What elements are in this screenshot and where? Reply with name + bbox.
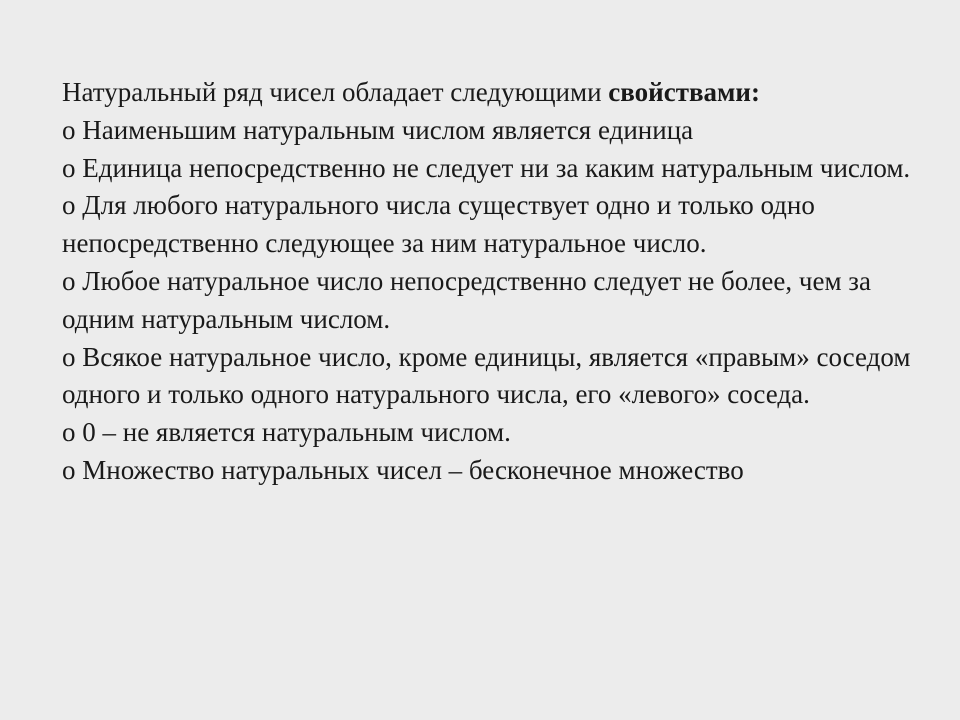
property-item-2 [62, 150, 922, 188]
intro-text: Натуральный ряд чисел обладает следующими [62, 77, 609, 107]
property-item-5 [62, 339, 922, 415]
property-text-2: Единица непосредственно не следует ни за каким натуральным числом. [82, 152, 911, 183]
property-text-6: 0 – не является натуральным числом. [82, 417, 511, 448]
intro-emphasis: свойствами: [608, 77, 760, 107]
property-item-1 [62, 112, 922, 150]
bullet-marker: o [62, 417, 76, 448]
property-text-4: Любое натуральное число непосредственно следует не более, чем за одним натуральным числом. [62, 265, 871, 334]
bullet-marker: o [62, 265, 76, 296]
bullet-marker: o [62, 341, 76, 372]
property-text-5: Всякое натуральное число, кроме единицы, является «правым» соседом одного и только одного натурального числа, его «левого» соседа. [62, 341, 911, 410]
slide-content [62, 74, 922, 490]
bullet-marker: o [62, 114, 76, 145]
property-item-3 [62, 187, 922, 263]
property-item-6 [62, 414, 922, 452]
bullet-marker: o [62, 190, 76, 221]
property-item-4 [62, 263, 922, 339]
property-text-1: Наименьшим натуральным числом является единица [82, 114, 694, 145]
property-text-3: Для любого натурального числа существует одно и только одно непосредственно следующее за ним натуральное число. [62, 190, 815, 259]
property-text-7: Множество натуральных чисел – бесконечное множество [82, 454, 744, 485]
bullet-marker: o [62, 152, 76, 183]
intro-line [62, 74, 922, 112]
property-item-7 [62, 452, 922, 490]
bullet-marker: o [62, 454, 76, 485]
